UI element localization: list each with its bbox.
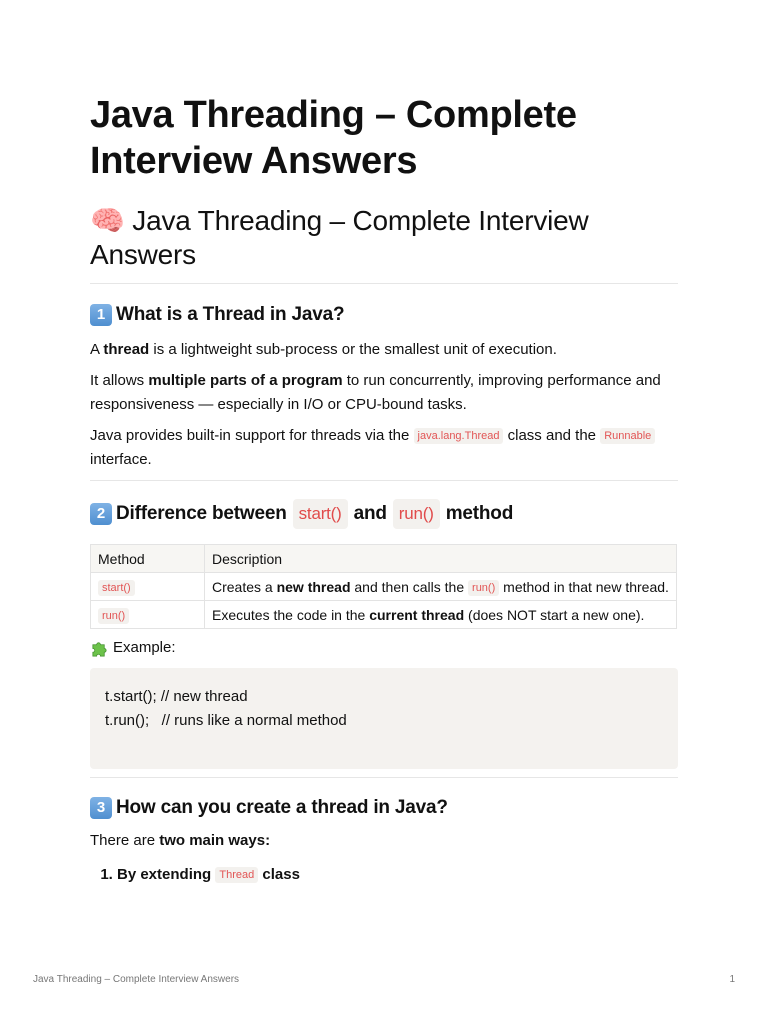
inline-code: start() (293, 499, 348, 529)
text: There are (90, 832, 160, 849)
text: interface. (90, 451, 152, 468)
inline-code: java.lang.Thread (414, 428, 504, 444)
code-block (90, 668, 678, 769)
section-what-is-thread (90, 302, 678, 472)
document-subtitle (90, 204, 678, 272)
bold-text: two main ways: (159, 832, 271, 849)
heading-text: and (353, 503, 387, 524)
code-line: t.start(); // new thread (105, 688, 248, 705)
heading-text: method (445, 503, 514, 524)
table-cell (205, 573, 677, 601)
section-start-vs-run (90, 499, 678, 769)
table-row (91, 601, 677, 629)
table-row (91, 573, 677, 601)
text: is a lightweight sub-process or the smallest unit of execution. (149, 341, 557, 358)
brain-icon: 🧠 (90, 205, 125, 236)
section-heading (90, 795, 678, 821)
heading-text: How can you create a thread in Java? (116, 797, 448, 818)
paragraph (90, 829, 678, 853)
divider (90, 777, 678, 778)
paragraph (90, 338, 678, 362)
page-number: 1 (729, 974, 735, 985)
text: (does NOT start a new one). (464, 606, 645, 623)
example-text: Example: (113, 639, 176, 656)
code-line: t.run(); // runs like a normal method (105, 712, 347, 729)
text: and then calls the (350, 578, 469, 595)
bold-text: multiple parts of a program (148, 372, 343, 389)
document-title: Java Threading – Complete Interview Answers (90, 94, 577, 182)
column-header: Method (91, 545, 205, 573)
divider (90, 283, 678, 284)
document-page (90, 92, 678, 887)
number-three-icon: 3 (90, 797, 112, 819)
bold-text: new thread (276, 578, 351, 595)
heading-text: Difference between (116, 503, 287, 524)
table-cell (91, 573, 205, 601)
text: class (258, 866, 300, 883)
section-heading (90, 302, 678, 328)
inline-code: Thread (215, 867, 258, 883)
section-heading (90, 499, 678, 529)
paragraph (90, 369, 678, 417)
text: Executes the code in the (212, 606, 370, 623)
table-cell (91, 601, 205, 629)
table-cell (205, 601, 677, 629)
heading-text: What is a Thread in Java? (116, 304, 345, 325)
list-item (117, 863, 678, 887)
inline-code: run() (468, 580, 499, 596)
ways-list (90, 863, 678, 887)
divider (90, 480, 678, 481)
text: to run concurrently, improving performance and responsiveness — especially in I/O or CPU-bound tasks. (90, 372, 661, 413)
puzzle-icon (90, 639, 109, 658)
column-header: Description (205, 545, 677, 573)
comparison-table (90, 544, 677, 629)
number-one-icon: 1 (90, 304, 112, 326)
inline-code: start() (98, 580, 135, 596)
text: A (90, 341, 104, 358)
text: Java provides built-in support for threads via the (90, 427, 414, 444)
number-two-icon: 2 (90, 503, 112, 525)
inline-code: run() (393, 499, 440, 529)
page-footer (33, 974, 735, 985)
bold-text: thread (103, 341, 150, 358)
table-header-row (91, 545, 677, 573)
inline-code: Runnable (600, 428, 655, 444)
text: It allows (90, 372, 149, 389)
paragraph (90, 424, 678, 472)
subtitle-text: Java Threading – Complete Interview Answers (90, 205, 589, 270)
text: method in that new thread. (499, 578, 669, 595)
example-label (90, 638, 678, 658)
text: By extending (117, 866, 216, 883)
footer-title: Java Threading – Complete Interview Answers (33, 974, 240, 985)
section-create-thread (90, 795, 678, 887)
text: Creates a (212, 578, 277, 595)
text: class and the (503, 427, 601, 444)
inline-code: run() (98, 608, 129, 624)
bold-text: current thread (369, 606, 465, 623)
